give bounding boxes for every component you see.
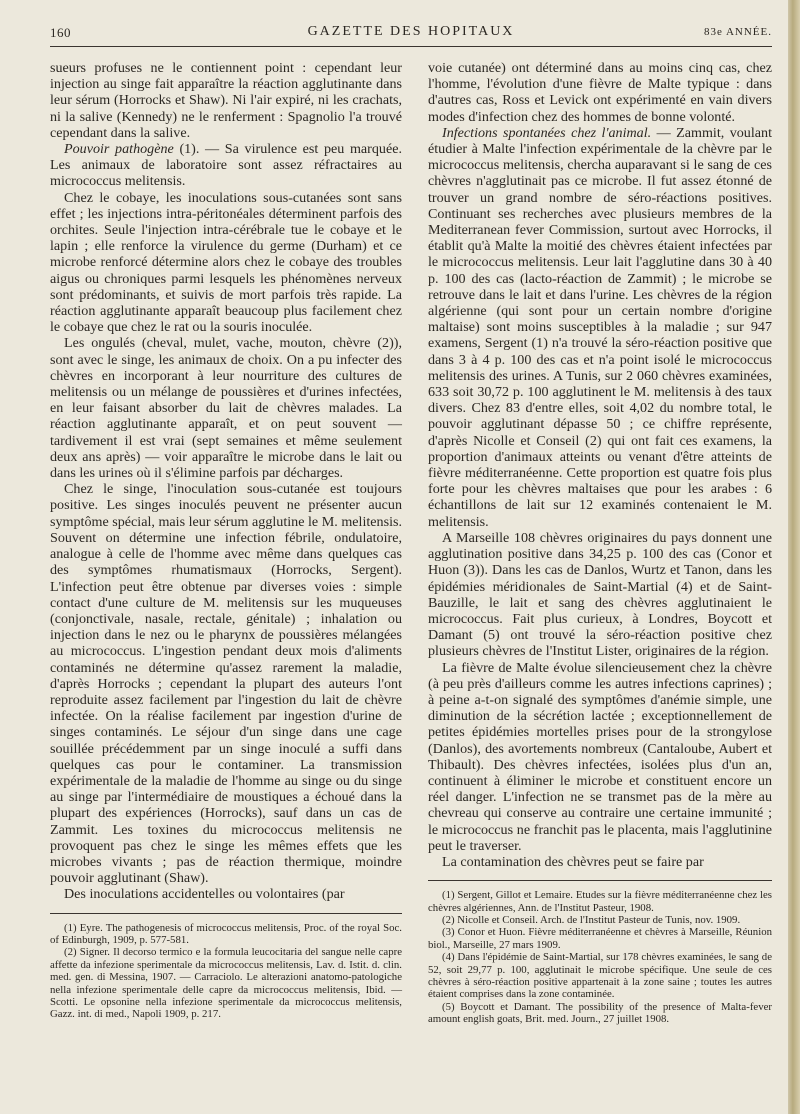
footnote: (4) Dans l'épidémie de Saint-Martial, sur 178 chèvres examinées, le sang de 52, soit 29,77 p. 100, agglutinait le microbe spécifique. Une seule de ces chèvres à séro-réaction positive appartenait à la zone saine ; toutes les autres étaient comprises dans la zone contaminée. <box>428 951 772 1001</box>
footnote-rule <box>50 913 402 914</box>
page-header <box>50 22 772 44</box>
volume-year: 83e ANNÉE. <box>703 26 772 38</box>
journal-title: GAZETTE DES HOPITAUX <box>307 24 515 39</box>
page-edge <box>788 0 800 1114</box>
footnote: (3) Conor et Huon. Fièvre méditerranéenne et chèvres à Marseille, Réunion biol., Marseille, 27 mars 1909. <box>428 926 772 951</box>
paragraph: A Marseille 108 chèvres originaires du pays donnent une agglutination positive dans 34,25 p. 100 des cas (Conor et Huon (3)). Dans les cas de Danlos, Wurtz et Tanon, dans les épidémies méridionales de Saint-Martial (4) et de Saint-Bauzille, le lait et sang des chèvres agglutinaient le micrococcus. Fait plus curieux, à Londres, Boycott et Damant (5) ont trouvé la séro-réaction positive chez plusieurs chèvres de l'Institut Lister, originaires de la région. <box>428 529 772 660</box>
footnote: (1) Sergent, Gillot et Lemaire. Etudes sur la fièvre méditerranéenne chez les chèvres algériennes, Ann. de l'Institut Pasteur, 1908. <box>428 889 772 914</box>
footnote: (1) Eyre. The pathogenesis of micrococcus melitensis, Proc. of the royal Soc. of Edinburgh, 1909, p. 577-581. <box>50 921 402 946</box>
paragraph: Des inoculations accidentelles ou volontaires (par <box>64 886 345 903</box>
page-number: 160 <box>50 25 71 40</box>
paragraph: Chez le cobaye, les inoculations sous-cutanées sont sans effet ; les injections intra-péritonéales déterminent parfois des orchites. Seule l'injection intra-cérébrale tue le cobaye et le lapin ; elle renforce la virulence du germe (Durham) et ce microbe renforcé détermine alors chez le cobaye des troubles aigus ou chroniques parmi lesquels les phénomènes nerveux sont prédominants, et suivis de mort parfois très rapide. La réaction agglutinante apparaît beaucoup plus facilement chez le cobaye que chez le rat ou la souris inoculée. <box>50 189 402 336</box>
footnote: (2) Nicolle et Conseil. Arch. de l'Institut Pasteur de Tunis, nov. 1909. <box>442 913 741 926</box>
paragraph: voie cutanée) ont déterminé dans au moins cinq cas, chez l'homme, l'évolution d'une fièvre de Malte typique : dans d'autres cas, Ross et Levick ont expérimenté en vain divers modes d'infection chez des hommes de bonne volonté. <box>428 60 772 125</box>
right-column <box>428 60 772 1026</box>
paragraph-pathogenic <box>50 141 402 190</box>
header-rule <box>50 46 772 47</box>
footnote-rule <box>428 880 772 881</box>
footnote: (5) Boycott et Damant. The possibility of the presence of Malta-fever amount english goats, Brit. med. Journ., 27 juillet 1908. <box>428 1000 772 1026</box>
footnote: (2) Signer. Il decorso termico e la formula leucocitaria del sangue nelle capre affette da infezione sperimentale da micrococcus melitensis, Lav. d. Istit. d. clin. med. gen. di Messina, 1907. — Carraciolo. Le alterazioni anatomo-patologiche nella infezione sperimentale delle capre da micrococcus melitensis, Ibid. — Scotti. Le opsonine nella infezione sperimentale da micrococcus melitensis, Gazz. int. di med., Napoli 1909, p. 217. <box>50 946 402 1021</box>
section-heading: Pouvoir pathogène <box>64 141 174 158</box>
paragraph: La contamination des chèvres peut se faire par <box>442 853 704 870</box>
paragraph: Chez le singe, l'inoculation sous-cutanée est toujours positive. Les singes inoculés peuvent ne présenter aucun symptôme spécial, mais leur sérum agglutine le M. melitensis. Souvent on détermine une infection fébrile, ondulatoire, analogue à celle de l'homme avec même dans quelques cas des symptômes rhumatismaux (Horrocks, Sergent). L'infection peut être obtenue par diverses voies : simple contact d'une culture de M. melitensis sur les muqueuses (conjonctivale, nasale, rectale, génitale) ; inhalation ou injection dans le nez ou le pharynx de poussières mélangées au micrococcus. L'ingestion pendant deux mois d'aliments contaminés ne détermine qu'assez rarement la maladie, d'après Horrocks ; cependant la plupart des auteurs l'ont reproduite assez facilement par l'ingestion du lait de chèvre infectée. On la réalise facilement par ingestion d'urine de singes contaminés. Le séjour d'un singe dans une cage souillée précédemment par un singe inoculé a suffi dans quelques cas pour le contaminer. La transmission expérimentale de la maladie de l'homme au singe ou du singe au singe par l'intermédiaire de moustiques a échoué dans la plupart des expériences (Horrocks), sauf dans un cas de Zammit. Les toxines du micrococcus melitensis ne provoquent pas chez le singe les mêmes effets que les microbes vivants ; pas de réaction thermique, moindre pouvoir agglutinant (Shaw). <box>50 481 402 887</box>
section-heading: Infections spontanées chez l'animal. <box>442 124 652 141</box>
paragraph-infections <box>428 125 772 530</box>
paragraph: sueurs profuses ne le contiennent point : cependant leur injection au singe fait apparaître la réaction agglutinante dans leur sérum (Horrocks et Shaw). Ni l'air expiré, ni les crachats, ni la salive (Kennedy) ne le renferment : Spagnolio l'a trouvé cependant dans la salive. <box>50 60 402 141</box>
paragraph: Les ongulés (cheval, mulet, vache, mouton, chèvre (2)), sont avec le singe, les animaux de choix. On a pu infecter des chèvres en incorporant à leur nourriture des cultures de melitensis ou un mélange de poussières et d'urines infectées, en leur faisant absorber du lait de chèvres malades. La réaction agglutinante apparaît, et on peut souvent — tardivement il est vrai (sept semaines et même seulement deux ans après) — voir apparaître le microbe dans le lait ou dans les urines où il s'élimine parfois par décharges. <box>50 335 402 482</box>
paragraph-rest: (1). — Sa virulence est peu marquée. Les animaux de laboratoire sont assez réfractaires au micrococcus melitensis. <box>50 141 402 190</box>
left-column <box>50 60 402 1021</box>
paragraph: La fièvre de Malte évolue silencieusement chez la chèvre (à peu près d'ailleurs comme les autres infections caprines) ; à peine a-t-on signalé des symptômes d'anémie simple, une diminution de la sécrétion lactée ; exceptionnellement de petites épidémies mortelles prises pour de la strongylose (Danlos), des avortements nombreux (Cantaloube, Aubert et Thibault). Des chèvres infectées, isolées plus d'un an, continuent à éliminer le microbe et constituent encore un réel danger. L'infection ne se transmet pas de la mère au chevreau qui conserve au contraire une certaine immunité ; le micrococcus ne franchit pas le placenta, mais l'agglutinine peut le traverser. <box>428 659 772 854</box>
paragraph-rest: — Zammit, voulant étudier à Malte l'infection expérimentale de la chèvre par le micrococcus melitensis, chercha auparavant si le sang de ces chèvres n'agglutinait pas ce microbe. Il fut assez étonné de trouver un grand nombre de séro-réactions positives. Continuant ses recherches avec plusieurs membres de la Mediterranean fever Commission, surtout avec Horrocks, il établit qu'à Malte la moitié des chèvres étaient infectées par le micrococcus melitensis. Leur lait l'agglutine dans 30 à 40 p. 100 des cas (lacto-réaction de Zammit) ; le microbe se retrouve dans le lait et dans l'urine. Les chèvres de la région algérienne (qui sont pour un certain nombre d'origine maltaise) sont moins susceptibles à la maladie ; sur 947 examens, Sergent (1) n'a trouvé la séro-réaction positive que dans 3 à 4 p. 100 des cas et n'a point isolé le micrococcus melitensis des urines. A Tunis, sur 2 060 chèvres examinées, 633 soit 30,72 p. 100 agglutinent le M. melitensis à des taux divers. Chez 83 d'entre elles, soit 4,02 du nombre total, le pouvoir agglutinant dépasse 50 ; ce chiffre représente, d'après Nicolle et Conseil (2) qui ont fait ces examens, la proportion d'animaux atteints ou venant d'être atteints de fièvre méditerranéenne. Cette proportion est quatre fois plus forte pour les chèvres maltaises que pour les arabes : 6 échantillons de lait sur 12 examinés contenaient le M. melitensis. <box>428 124 772 530</box>
